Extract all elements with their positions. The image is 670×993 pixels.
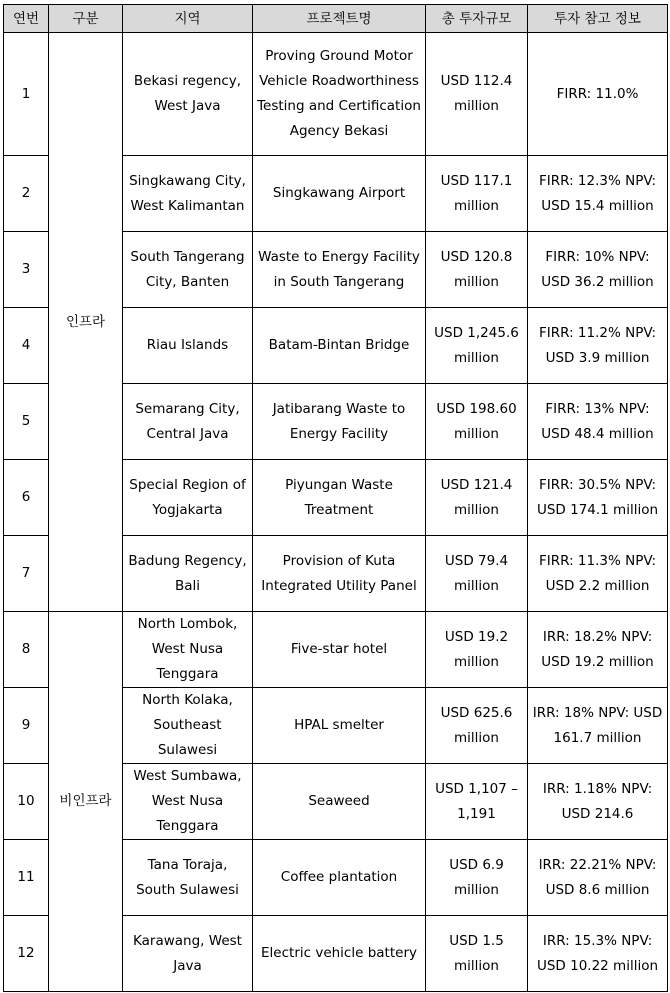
cell-info: FIRR: 10% NPV: USD 36.2 million — [528, 232, 668, 308]
cell-investment: USD 120.8 million — [426, 232, 528, 308]
cell-project: Seaweed — [253, 764, 426, 840]
category-infra: 인프라 — [49, 33, 123, 612]
cell-project: Proving Ground Motor Vehicle Roadworthiness Testing and Certification Agency Bekasi — [253, 33, 426, 156]
cell-region: Special Region of Yogjakarta — [123, 460, 253, 536]
table-row — [4, 612, 668, 688]
table-header-row — [4, 5, 668, 33]
cell-region: Riau Islands — [123, 308, 253, 384]
header-investment-info: 투자 참고 정보 — [528, 5, 668, 33]
cell-region: Tana Toraja, South Sulawesi — [123, 840, 253, 916]
cell-project: Jatibarang Waste to Energy Facility — [253, 384, 426, 460]
cell-investment: USD 6.9 million — [426, 840, 528, 916]
cell-project: Five-star hotel — [253, 612, 426, 688]
cell-investment: USD 198.60 million — [426, 384, 528, 460]
cell-info: FIRR: 11.0% — [528, 33, 668, 156]
cell-region: Bekasi regency, West Java — [123, 33, 253, 156]
investment-projects-table — [3, 4, 668, 992]
cell-info: IRR: 18.2% NPV: USD 19.2 million — [528, 612, 668, 688]
cell-region: North Lombok, West Nusa Tenggara — [123, 612, 253, 688]
cell-region: South Tangerang City, Banten — [123, 232, 253, 308]
table-row — [4, 33, 668, 156]
cell-investment: USD 1.5 million — [426, 916, 528, 992]
cell-no: 6 — [4, 460, 49, 536]
cell-region: North Kolaka, Southeast Sulawesi — [123, 688, 253, 764]
cell-region: Semarang City, Central Java — [123, 384, 253, 460]
header-total-investment: 총 투자규모 — [426, 5, 528, 33]
cell-region: Karawang, West Java — [123, 916, 253, 992]
cell-investment: USD 121.4 million — [426, 460, 528, 536]
cell-region: Singkawang City, West Kalimantan — [123, 156, 253, 232]
cell-project: HPAL smelter — [253, 688, 426, 764]
cell-investment: USD 79.4 million — [426, 536, 528, 612]
cell-project: Singkawang Airport — [253, 156, 426, 232]
cell-info: IRR: 1.18% NPV: USD 214.6 — [528, 764, 668, 840]
cell-info: FIRR: 13% NPV: USD 48.4 million — [528, 384, 668, 460]
cell-info: FIRR: 11.2% NPV: USD 3.9 million — [528, 308, 668, 384]
cell-no: 11 — [4, 840, 49, 916]
cell-project: Coffee plantation — [253, 840, 426, 916]
cell-project: Electric vehicle battery — [253, 916, 426, 992]
cell-investment: USD 117.1 million — [426, 156, 528, 232]
cell-info: IRR: 18% NPV: USD 161.7 million — [528, 688, 668, 764]
header-category: 구분 — [49, 5, 123, 33]
cell-project: Provision of Kuta Integrated Utility Panel — [253, 536, 426, 612]
cell-no: 10 — [4, 764, 49, 840]
cell-info: FIRR: 30.5% NPV: USD 174.1 million — [528, 460, 668, 536]
cell-investment: USD 625.6 million — [426, 688, 528, 764]
cell-no: 5 — [4, 384, 49, 460]
cell-info: IRR: 15.3% NPV: USD 10.22 million — [528, 916, 668, 992]
cell-region: West Sumbawa, West Nusa Tenggara — [123, 764, 253, 840]
cell-investment: USD 1,107 – 1,191 — [426, 764, 528, 840]
cell-no: 3 — [4, 232, 49, 308]
cell-no: 12 — [4, 916, 49, 992]
cell-info: FIRR: 12.3% NPV: USD 15.4 million — [528, 156, 668, 232]
cell-region: Badung Regency, Bali — [123, 536, 253, 612]
cell-info: IRR: 22.21% NPV: USD 8.6 million — [528, 840, 668, 916]
header-no: 연번 — [4, 5, 49, 33]
cell-no: 8 — [4, 612, 49, 688]
header-region: 지역 — [123, 5, 253, 33]
header-project-name: 프로젝트명 — [253, 5, 426, 33]
cell-project: Piyungan Waste Treatment — [253, 460, 426, 536]
cell-no: 9 — [4, 688, 49, 764]
cell-project: Batam-Bintan Bridge — [253, 308, 426, 384]
cell-project: Waste to Energy Facility in South Tangerang — [253, 232, 426, 308]
cell-no: 2 — [4, 156, 49, 232]
cell-info: FIRR: 11.3% NPV: USD 2.2 million — [528, 536, 668, 612]
cell-no: 4 — [4, 308, 49, 384]
cell-no: 1 — [4, 33, 49, 156]
cell-investment: USD 112.4 million — [426, 33, 528, 156]
cell-investment: USD 1,245.6 million — [426, 308, 528, 384]
cell-investment: USD 19.2 million — [426, 612, 528, 688]
category-non-infra: 비인프라 — [49, 612, 123, 992]
cell-no: 7 — [4, 536, 49, 612]
